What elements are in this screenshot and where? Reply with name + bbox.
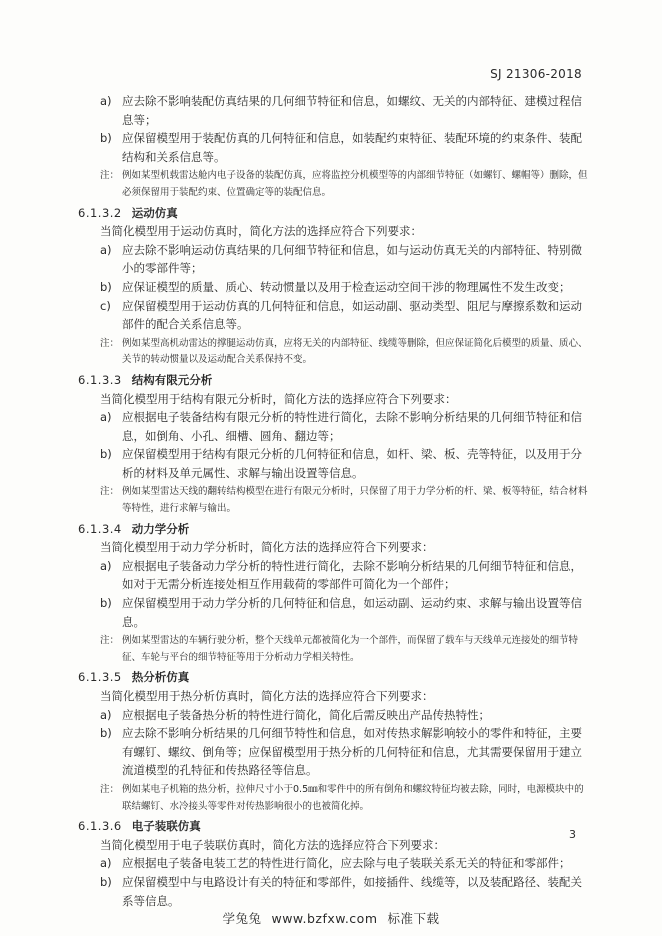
list-item-text: 应保留模型用于结构有限元分析的几何特征和信息，如杆、梁、板、壳等特征，以及用于分析的材料及单元属性、求解与输出设置等信息。	[122, 447, 582, 480]
section-heading	[78, 371, 593, 390]
note-text: 例如某型雷达的车辆行驶分析，整个天线单元都被简化为一个部件，而保留了载车与天线单元连接处的细节特征、车轮与平台的细节特征等用于分析动力学相关特性。	[122, 635, 579, 663]
section-heading	[78, 520, 593, 539]
list-item	[78, 278, 593, 297]
list-item	[78, 297, 593, 334]
list-item-text: 应保留模型用于装配仿真的几何特征和信息，如装配约束特征、装配环境的约束条件、装配结构和关系信息等。	[122, 131, 582, 164]
list-item	[78, 854, 593, 873]
section-heading	[78, 817, 593, 836]
list-item-text: 应保留模型用于动力学分析的几何特征和信息，如运动副、运动约束、求解与输出设置等信息。	[122, 596, 582, 629]
list-marker: b)	[100, 874, 112, 889]
list-item	[78, 408, 593, 445]
section-intro: 当简化模型用于运动仿真时，简化方法的选择应符合下列要求：	[100, 224, 422, 239]
document-body	[78, 92, 593, 910]
note-label: 注：	[100, 635, 120, 647]
list-item	[78, 92, 593, 129]
section-title: 结构有限元分析	[131, 372, 213, 387]
list-item-text: 应根据电子装备动力学分析的特性进行简化，去除不影响分析结果的几何细节特征和信息，如对于无需分析连接处相互作用载荷的零部件可简化为一个部件；	[122, 558, 582, 592]
list-marker: b)	[100, 447, 112, 462]
list-item	[78, 241, 593, 278]
section-number: 6.1.3.6	[78, 819, 122, 834]
list-item-text: 应根据电子装备热分析的特性进行简化，简化后需反映出产品传热特性；	[122, 707, 490, 722]
section-title: 动力学分析	[131, 521, 190, 536]
section-intro: 当简化模型用于电子装联仿真时，简化方法的选择应符合下列要求：	[100, 837, 445, 852]
footer-site-name: 学兔兔	[222, 911, 262, 926]
section-number: 6.1.3.4	[78, 521, 122, 536]
list-item-text: 应保证模型的质量、质心、转动惯量以及用于检查运动空间干涉的物理属性不发生改变；	[122, 279, 571, 294]
list-item-text: 应去除不影响运动仿真结果的几何细节特征和信息，如与运动仿真无关的内部特征、特别微小的零部件等；	[122, 242, 582, 276]
note-label: 注：	[100, 337, 120, 349]
document-code: SJ 21306-2018	[490, 67, 582, 81]
page-number: 3	[569, 828, 576, 841]
list-item-text: 应根据电子装备电装工艺的特性进行简化，应去除与电子装联关系无关的特征和零部件；	[122, 856, 571, 871]
list-marker: a)	[100, 856, 112, 871]
section-heading	[78, 204, 593, 223]
list-marker: a)	[100, 410, 112, 425]
list-item	[78, 445, 593, 482]
list-item	[78, 724, 593, 780]
list-marker: b)	[100, 726, 112, 741]
list-marker: a)	[100, 707, 112, 722]
footer-url[interactable]: www.bzfxw.com	[271, 911, 378, 926]
list-marker: c)	[100, 298, 111, 313]
note-text: 例如某型雷达天线的翻转结构模型在进行有限元分析时，只保留了用于力学分析的杆、梁、板等特征，结合材料等特性，进行求解与输出。	[122, 486, 588, 515]
section-number: 6.1.3.3	[78, 372, 122, 387]
list-item-text: 应去除不影响分析结果的几何细节特性和信息，如对传热求解影响较小的零件和特征，主要有螺钉、螺纹、倒角等；应保留模型用于热分析的几何特征和信息，尤其需要保留用于建立流道模型的孔特征和传热路径等信息。	[122, 726, 582, 778]
list-marker: b)	[100, 596, 112, 611]
section-intro: 当简化模型用于动力学分析时，简化方法的选择应符合下列要求：	[100, 540, 434, 555]
list-item-text: 应保留模型中与电路设计有关的特征和零部件，如接插件、线缆等，以及装配路径、装配关系等信息。	[122, 874, 582, 908]
section-number: 6.1.3.2	[78, 205, 122, 220]
note	[78, 782, 593, 815]
footer	[0, 909, 662, 927]
list-item-text: 应保留模型用于运动仿真的几何特征和信息，如运动副、驱动类型、阻尼与摩擦系数和运动部件的配合关系信息等。	[122, 298, 582, 332]
list-marker: a)	[100, 242, 112, 257]
note-label: 注：	[100, 783, 120, 795]
note	[78, 168, 593, 201]
list-item	[78, 129, 593, 166]
list-item-text: 应根据电子装备结构有限元分析的特性进行简化，去除不影响分析结果的几何细节特征和信息，如倒角、小孔、细槽、圆角、翻边等；	[122, 410, 582, 443]
note-text: 例如某型高机动雷达的撑腿运动仿真，应将无关的内部特征、线缆等删除，但应保证简化后模型的质量、质心、关节的转动惯量以及运动配合关系保持不变。	[122, 337, 588, 366]
section-title: 运动仿真	[131, 205, 178, 220]
footer-slogan: 标准下载	[387, 911, 440, 926]
list-item	[78, 706, 593, 725]
section-heading	[78, 668, 593, 687]
section-intro: 当简化模型用于结构有限元分析时，简化方法的选择应符合下列要求：	[100, 391, 457, 406]
list-item	[78, 873, 593, 910]
list-marker: b)	[100, 279, 112, 294]
section-title: 电子装联仿真	[131, 819, 201, 834]
section-intro: 当简化模型用于热分析仿真时，简化方法的选择应符合下列要求：	[100, 689, 434, 703]
list-marker: a)	[100, 558, 112, 573]
note-text: 例如某电子机箱的热分析，拉伸尺寸小于0.5㎜和零件中的所有倒角和螺纹特征均被去除，同时，电源模块中的联结螺钉、水冷接头等零件对传热影响很小的也被简化掉。	[122, 783, 584, 812]
note	[78, 633, 593, 666]
note-label: 注：	[100, 170, 120, 182]
note-text: 例如某型机载雷达舱内电子设备的装配仿真，应将监控分机模型等的内部细节特征（如螺钉、螺帽等）删除，但必须保留用于装配约束、位置确定等的装配信息。	[122, 170, 588, 198]
list-item	[78, 594, 593, 631]
list-marker: a)	[100, 94, 112, 108]
list-item	[78, 557, 593, 594]
list-item-text: 应去除不影响装配仿真结果的几何细节特征和信息，如螺纹、无关的内部特征、建模过程信息等；	[122, 94, 582, 127]
note	[78, 484, 593, 517]
note	[78, 336, 593, 369]
section-number: 6.1.3.5	[78, 670, 122, 685]
section-title: 热分析仿真	[131, 670, 190, 685]
note-label: 注：	[100, 486, 120, 498]
list-marker: b)	[100, 131, 112, 146]
